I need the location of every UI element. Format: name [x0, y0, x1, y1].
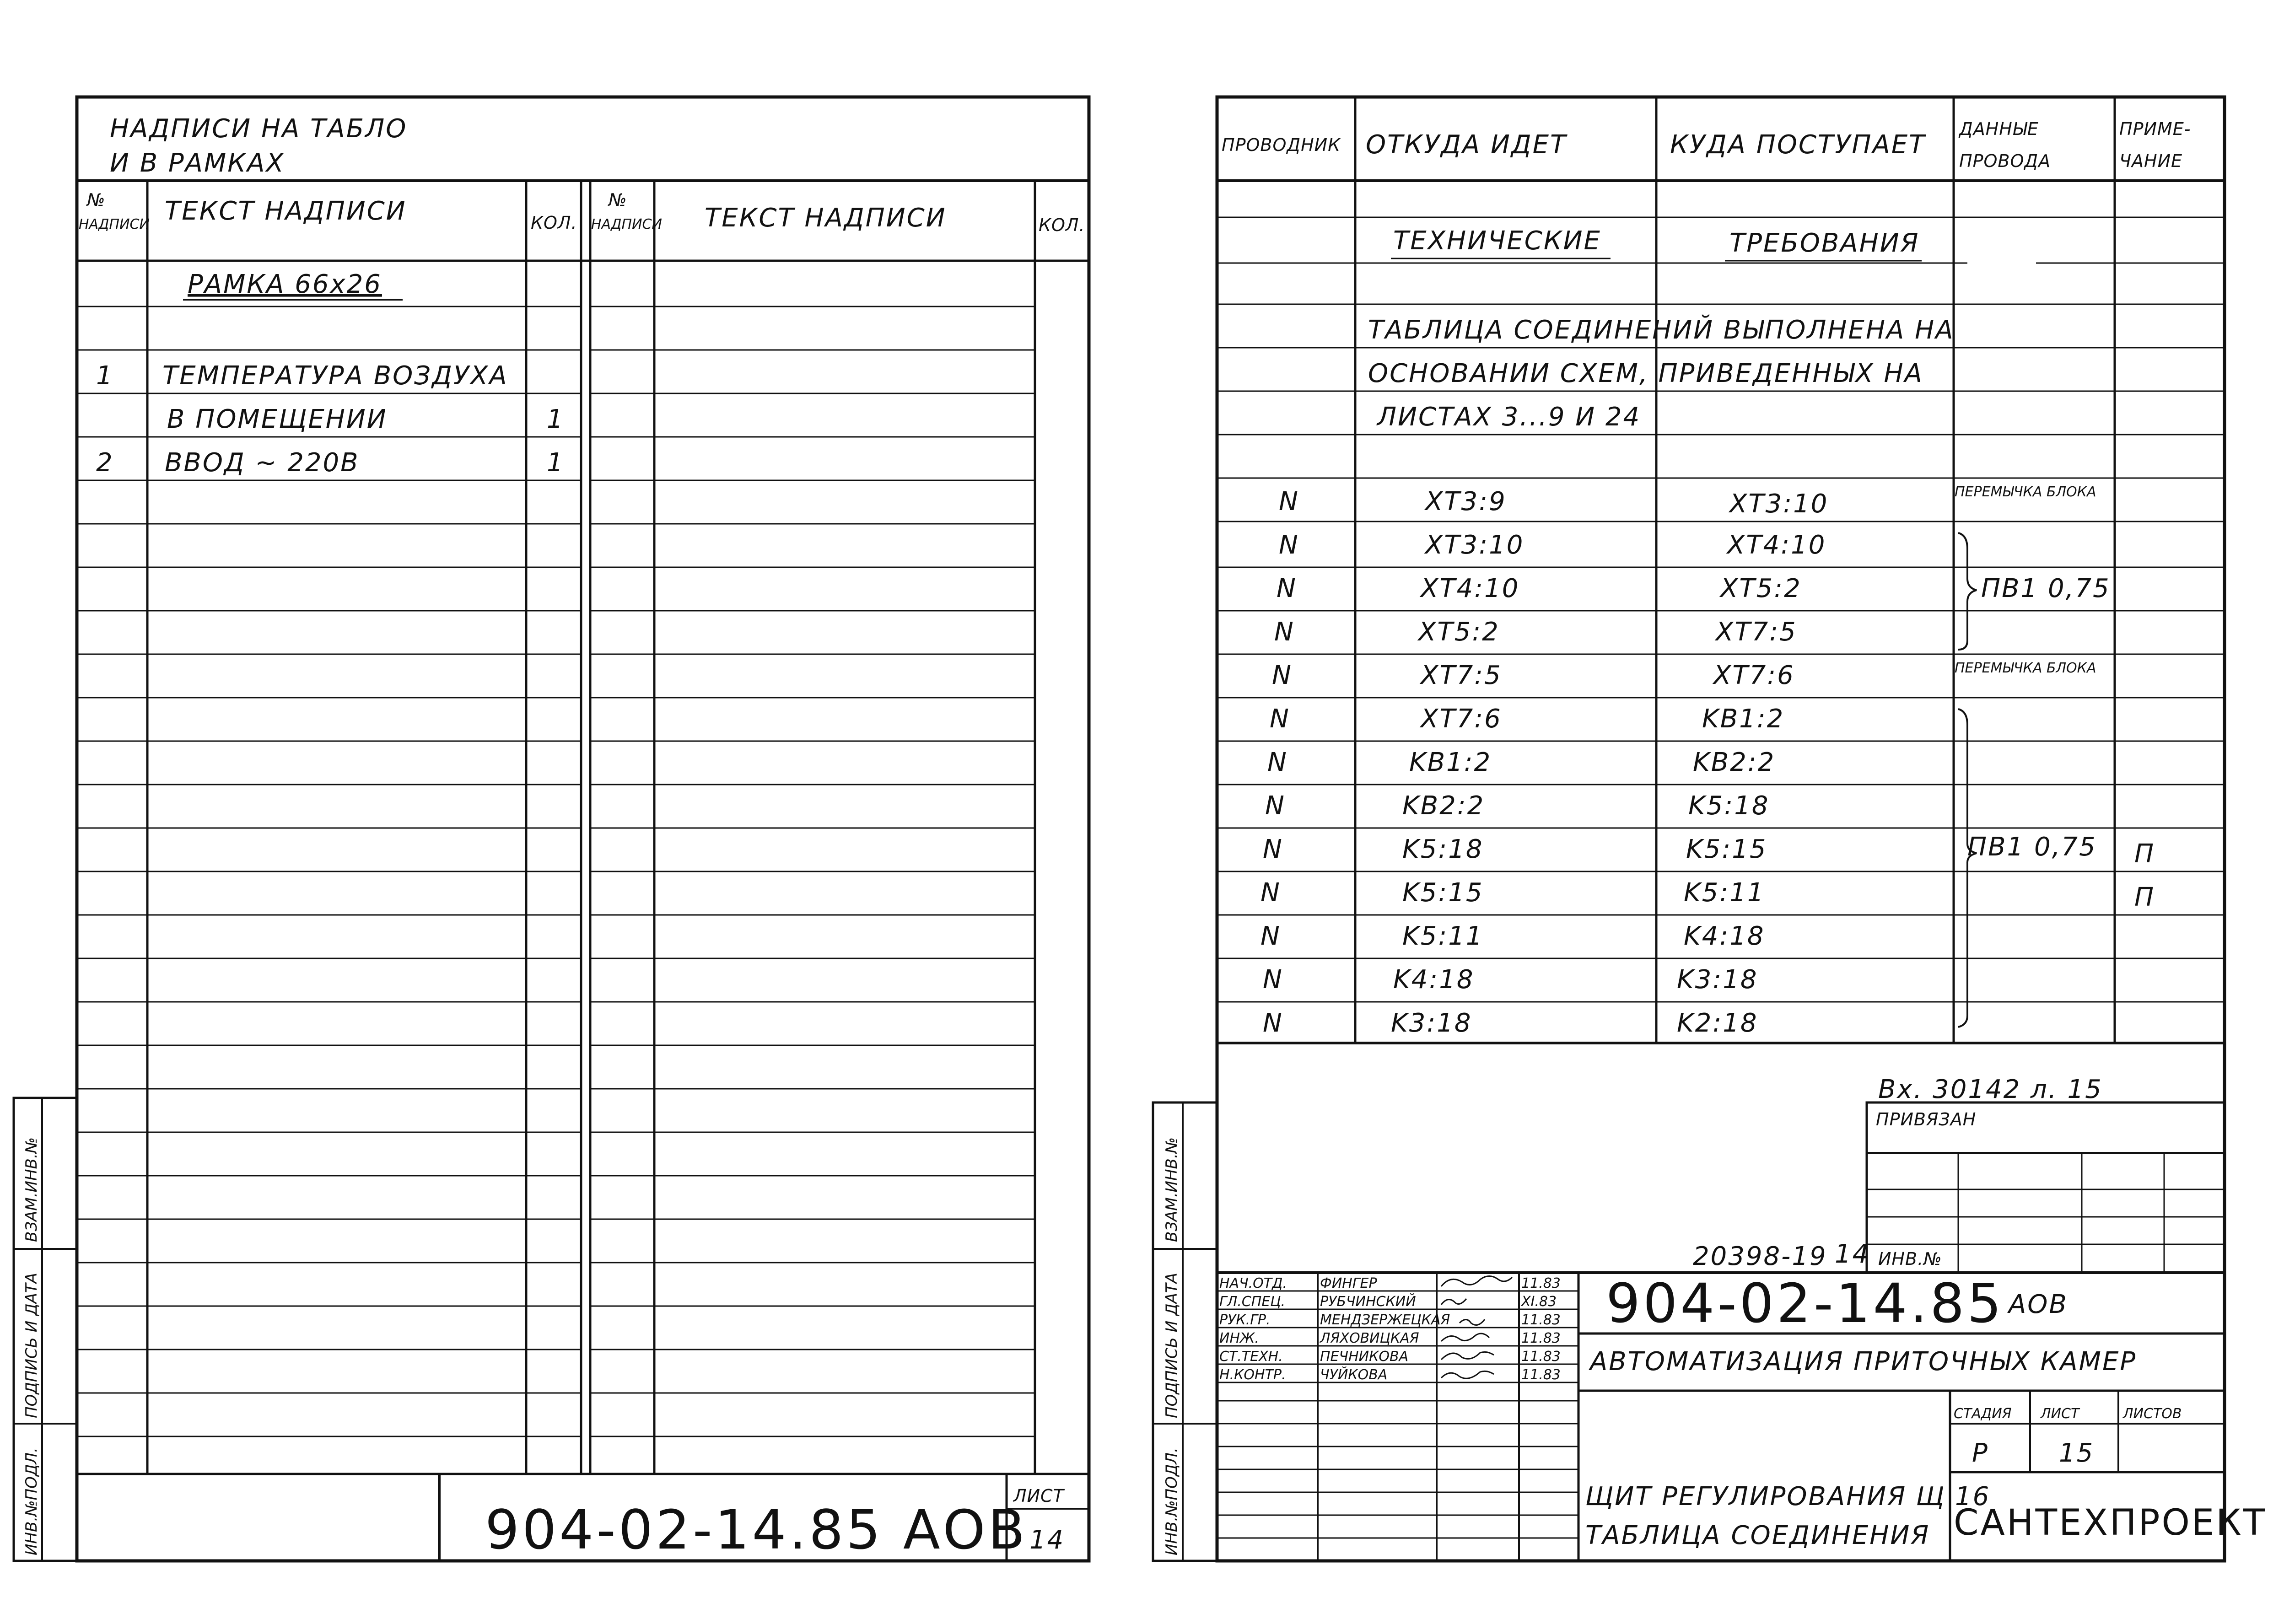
left-col-text: ТЕКСТ НАДПИСИ [165, 196, 407, 226]
sheet-label: ЛИСТ [2041, 1406, 2079, 1422]
title-block [1217, 1272, 2267, 1561]
left-doc-code: 904-02-14.85 АОВ [485, 1498, 1028, 1561]
right-col-num-l1: № [609, 190, 627, 210]
row-1-from: XT3:9 [1425, 487, 1507, 516]
row-3-text: ВВОД ~ 220В [165, 448, 360, 478]
row-6-to: KB1:2 [1702, 704, 1785, 734]
role-3: РУК.ГР. [1219, 1312, 1271, 1328]
project-name: АВТОМАТИЗАЦИЯ ПРИТОЧНЫХ КАМЕР [1590, 1347, 2137, 1377]
row-2-conductor: N [1279, 530, 1299, 560]
stage-value: Р [1972, 1438, 1989, 1468]
row-9-from: K5:18 [1402, 834, 1484, 864]
col-conductor: ПРОВОДНИК [1222, 135, 1341, 155]
row-3-from: XT4:10 [1421, 574, 1520, 603]
name-4: ЛЯХОВИЦКАЯ [1320, 1330, 1419, 1346]
row-3-conductor: N [1277, 574, 1297, 603]
left-side-signature: ПОДПИСЬ И ДАТА [22, 1273, 41, 1418]
left-col-qty: КОЛ. [531, 213, 577, 233]
left-side-vzam: ВЗАМ.ИНВ.№ [22, 1137, 41, 1242]
row-9-to: K5:15 [1686, 834, 1767, 864]
row-6-conductor: N [1270, 704, 1290, 734]
col-wire-l2: ПРОВОДА [1959, 151, 2051, 171]
row-13-to: K2:18 [1677, 1008, 1758, 1038]
row-9-conductor: N [1263, 834, 1283, 864]
note-line-3: ЛИСТАХ 3...9 И 24 [1377, 402, 1641, 432]
inv-sheet: 14 [1835, 1239, 1870, 1269]
row-2-to: XT4:10 [1727, 530, 1826, 560]
left-header-line1: НАДПИСИ НА ТАБЛО [110, 114, 408, 144]
row-4-to: XT7:5 [1716, 617, 1797, 647]
row-7-to: KB2:2 [1693, 747, 1776, 777]
row-2-qty: 1 [547, 404, 565, 434]
row-1-conductor: N [1279, 487, 1299, 516]
brace-2 [1958, 709, 1977, 1027]
row-8-to: K5:18 [1688, 791, 1770, 821]
row-12-from: K4:18 [1393, 965, 1475, 995]
stage-label: СТАДИЯ [1954, 1406, 2012, 1422]
date-5: 11.83 [1521, 1349, 1561, 1365]
row-1-num: 1 [96, 361, 114, 391]
left-col-num-l1: № [87, 190, 106, 210]
inv-label: ИНВ.№ [1878, 1249, 1942, 1269]
row-10-from: K5:15 [1402, 878, 1484, 908]
tech-req-word2: ТРЕБОВАНИЯ [1729, 228, 1920, 258]
row-2-from: XT3:10 [1425, 530, 1524, 560]
date-1: 11.83 [1521, 1275, 1561, 1291]
name-1: ФИНГЕР [1320, 1275, 1377, 1291]
left-sheet-label: ЛИСТ [1013, 1486, 1064, 1506]
inv-number: 20398-19 [1693, 1242, 1827, 1271]
doc-code: 904-02-14.85 [1606, 1272, 2004, 1335]
stamp-note: Вх. 30142 л. 15 [1878, 1075, 2103, 1104]
right-side-signature: ПОДПИСЬ И ДАТА [1163, 1273, 1181, 1418]
row-3-num: 2 [96, 448, 114, 478]
right-sheet [1153, 97, 2267, 1561]
row-9-wire: ПВ1 0,75 [1967, 832, 2097, 862]
row-5-conductor: N [1272, 661, 1293, 690]
row-11-from: K5:11 [1402, 921, 1484, 951]
row-11-to: K4:18 [1684, 921, 1765, 951]
date-2: XI.83 [1521, 1294, 1557, 1310]
row-7-from: KB1:2 [1409, 747, 1492, 777]
title-line-1: ЩИТ РЕГУЛИРОВАНИЯ Щ 16 [1585, 1482, 1991, 1511]
left-header-line2: И В РАМКАХ [110, 148, 285, 178]
row-13-conductor: N [1263, 1008, 1283, 1038]
role-2: ГЛ.СПЕЦ. [1219, 1294, 1286, 1310]
row-6-from: XT7:6 [1421, 704, 1502, 734]
org-name: САНТЕХПРОЕКТ [1954, 1502, 2267, 1543]
role-5: СТ.ТЕХН. [1219, 1349, 1283, 1365]
right-col-num-l2: НАДПИСИ [591, 216, 662, 232]
row-1-wire: ПЕРЕМЫЧКА БЛОКА [1955, 484, 2096, 500]
title-line-2: ТАБЛИЦА СОЕДИНЕНИЯ [1585, 1521, 1930, 1550]
name-5: ПЕЧНИКОВА [1320, 1349, 1409, 1365]
left-col-num-l2: НАДПИСИ [79, 216, 150, 232]
note-line-1: ТАБЛИЦА СОЕДИНЕНИЙ ВЫПОЛНЕНА НА [1368, 315, 1955, 345]
row-2-text: В ПОМЕЩЕНИИ [167, 404, 388, 434]
role-1: НАЧ.ОТД. [1219, 1275, 1287, 1291]
left-sheet [14, 97, 1089, 1561]
col-note-l1: ПРИМЕ- [2119, 119, 2191, 139]
note-line-2: ОСНОВАНИИ СХЕМ, ПРИВЕДЕННЫХ НА [1368, 359, 1923, 388]
name-3: МЕНДЗЕРЖЕЦКАЯ [1320, 1312, 1450, 1328]
doc-suffix: АОВ [2009, 1290, 2068, 1319]
row-8-from: KB2:2 [1402, 791, 1485, 821]
row-12-conductor: N [1263, 965, 1283, 995]
left-sheet-number: 14 [1029, 1525, 1065, 1555]
row-5-from: XT7:5 [1421, 661, 1502, 690]
row-4-conductor: N [1274, 617, 1295, 647]
linked-label: ПРИВЯЗАН [1876, 1109, 1977, 1129]
right-side-inv-podl: ИНВ.№ПОДЛ. [1163, 1447, 1181, 1555]
row-5-to: XT7:6 [1713, 661, 1795, 690]
row-1-text: ТЕМПЕРАТУРА ВОЗДУХА [162, 361, 508, 391]
row-3-qty: 1 [547, 448, 565, 478]
col-from: ОТКУДА ИДЕТ [1366, 130, 1568, 160]
col-to: КУДА ПОСТУПАЕТ [1670, 130, 1926, 160]
row-8-conductor: N [1265, 791, 1286, 821]
row-10-note: П [2134, 882, 2155, 912]
date-3: 11.83 [1521, 1312, 1561, 1328]
right-col-text: ТЕКСТ НАДПИСИ [705, 203, 947, 233]
row-4-from: XT5:2 [1418, 617, 1500, 647]
row-5-wire: ПЕРЕМЫЧКА БЛОКА [1955, 660, 2096, 676]
row-11-conductor: N [1261, 921, 1281, 951]
date-4: 11.83 [1521, 1330, 1561, 1346]
role-6: Н.КОНТР. [1219, 1367, 1286, 1383]
role-4: ИНЖ. [1219, 1330, 1259, 1346]
left-side-inv-podl: ИНВ.№ПОДЛ. [22, 1447, 41, 1555]
brace-1 [1958, 533, 1977, 650]
row-12-to: K3:18 [1677, 965, 1758, 995]
sheet-value: 15 [2059, 1438, 2095, 1468]
name-2: РУБЧИНСКИЙ [1320, 1294, 1416, 1310]
row-9-note: П [2134, 839, 2155, 869]
date-6: 11.83 [1521, 1367, 1561, 1383]
col-wire-l1: ДАННЫЕ [1959, 119, 2039, 139]
left-frame [77, 97, 1089, 1561]
tech-req-word1: ТЕХНИЧЕСКИЕ [1393, 226, 1601, 256]
row-3-to: XT5:2 [1720, 574, 1802, 603]
sheets-label: ЛИСТОВ [2123, 1406, 2182, 1422]
row-3-wire: ПВ1 0,75 [1981, 574, 2111, 603]
frame-label: РАМКА 66х26 [188, 269, 382, 299]
right-side-vzam: ВЗАМ.ИНВ.№ [1163, 1137, 1181, 1242]
right-col-qty: КОЛ. [1039, 215, 1085, 235]
row-1-to: XT3:10 [1729, 489, 1829, 519]
row-10-to: K5:11 [1684, 878, 1765, 908]
name-6: ЧУЙКОВА [1320, 1367, 1388, 1383]
row-10-conductor: N [1261, 878, 1281, 908]
col-note-l2: ЧАНИЕ [2119, 151, 2183, 171]
row-7-conductor: N [1267, 747, 1288, 777]
row-13-from: K3:18 [1391, 1008, 1472, 1038]
